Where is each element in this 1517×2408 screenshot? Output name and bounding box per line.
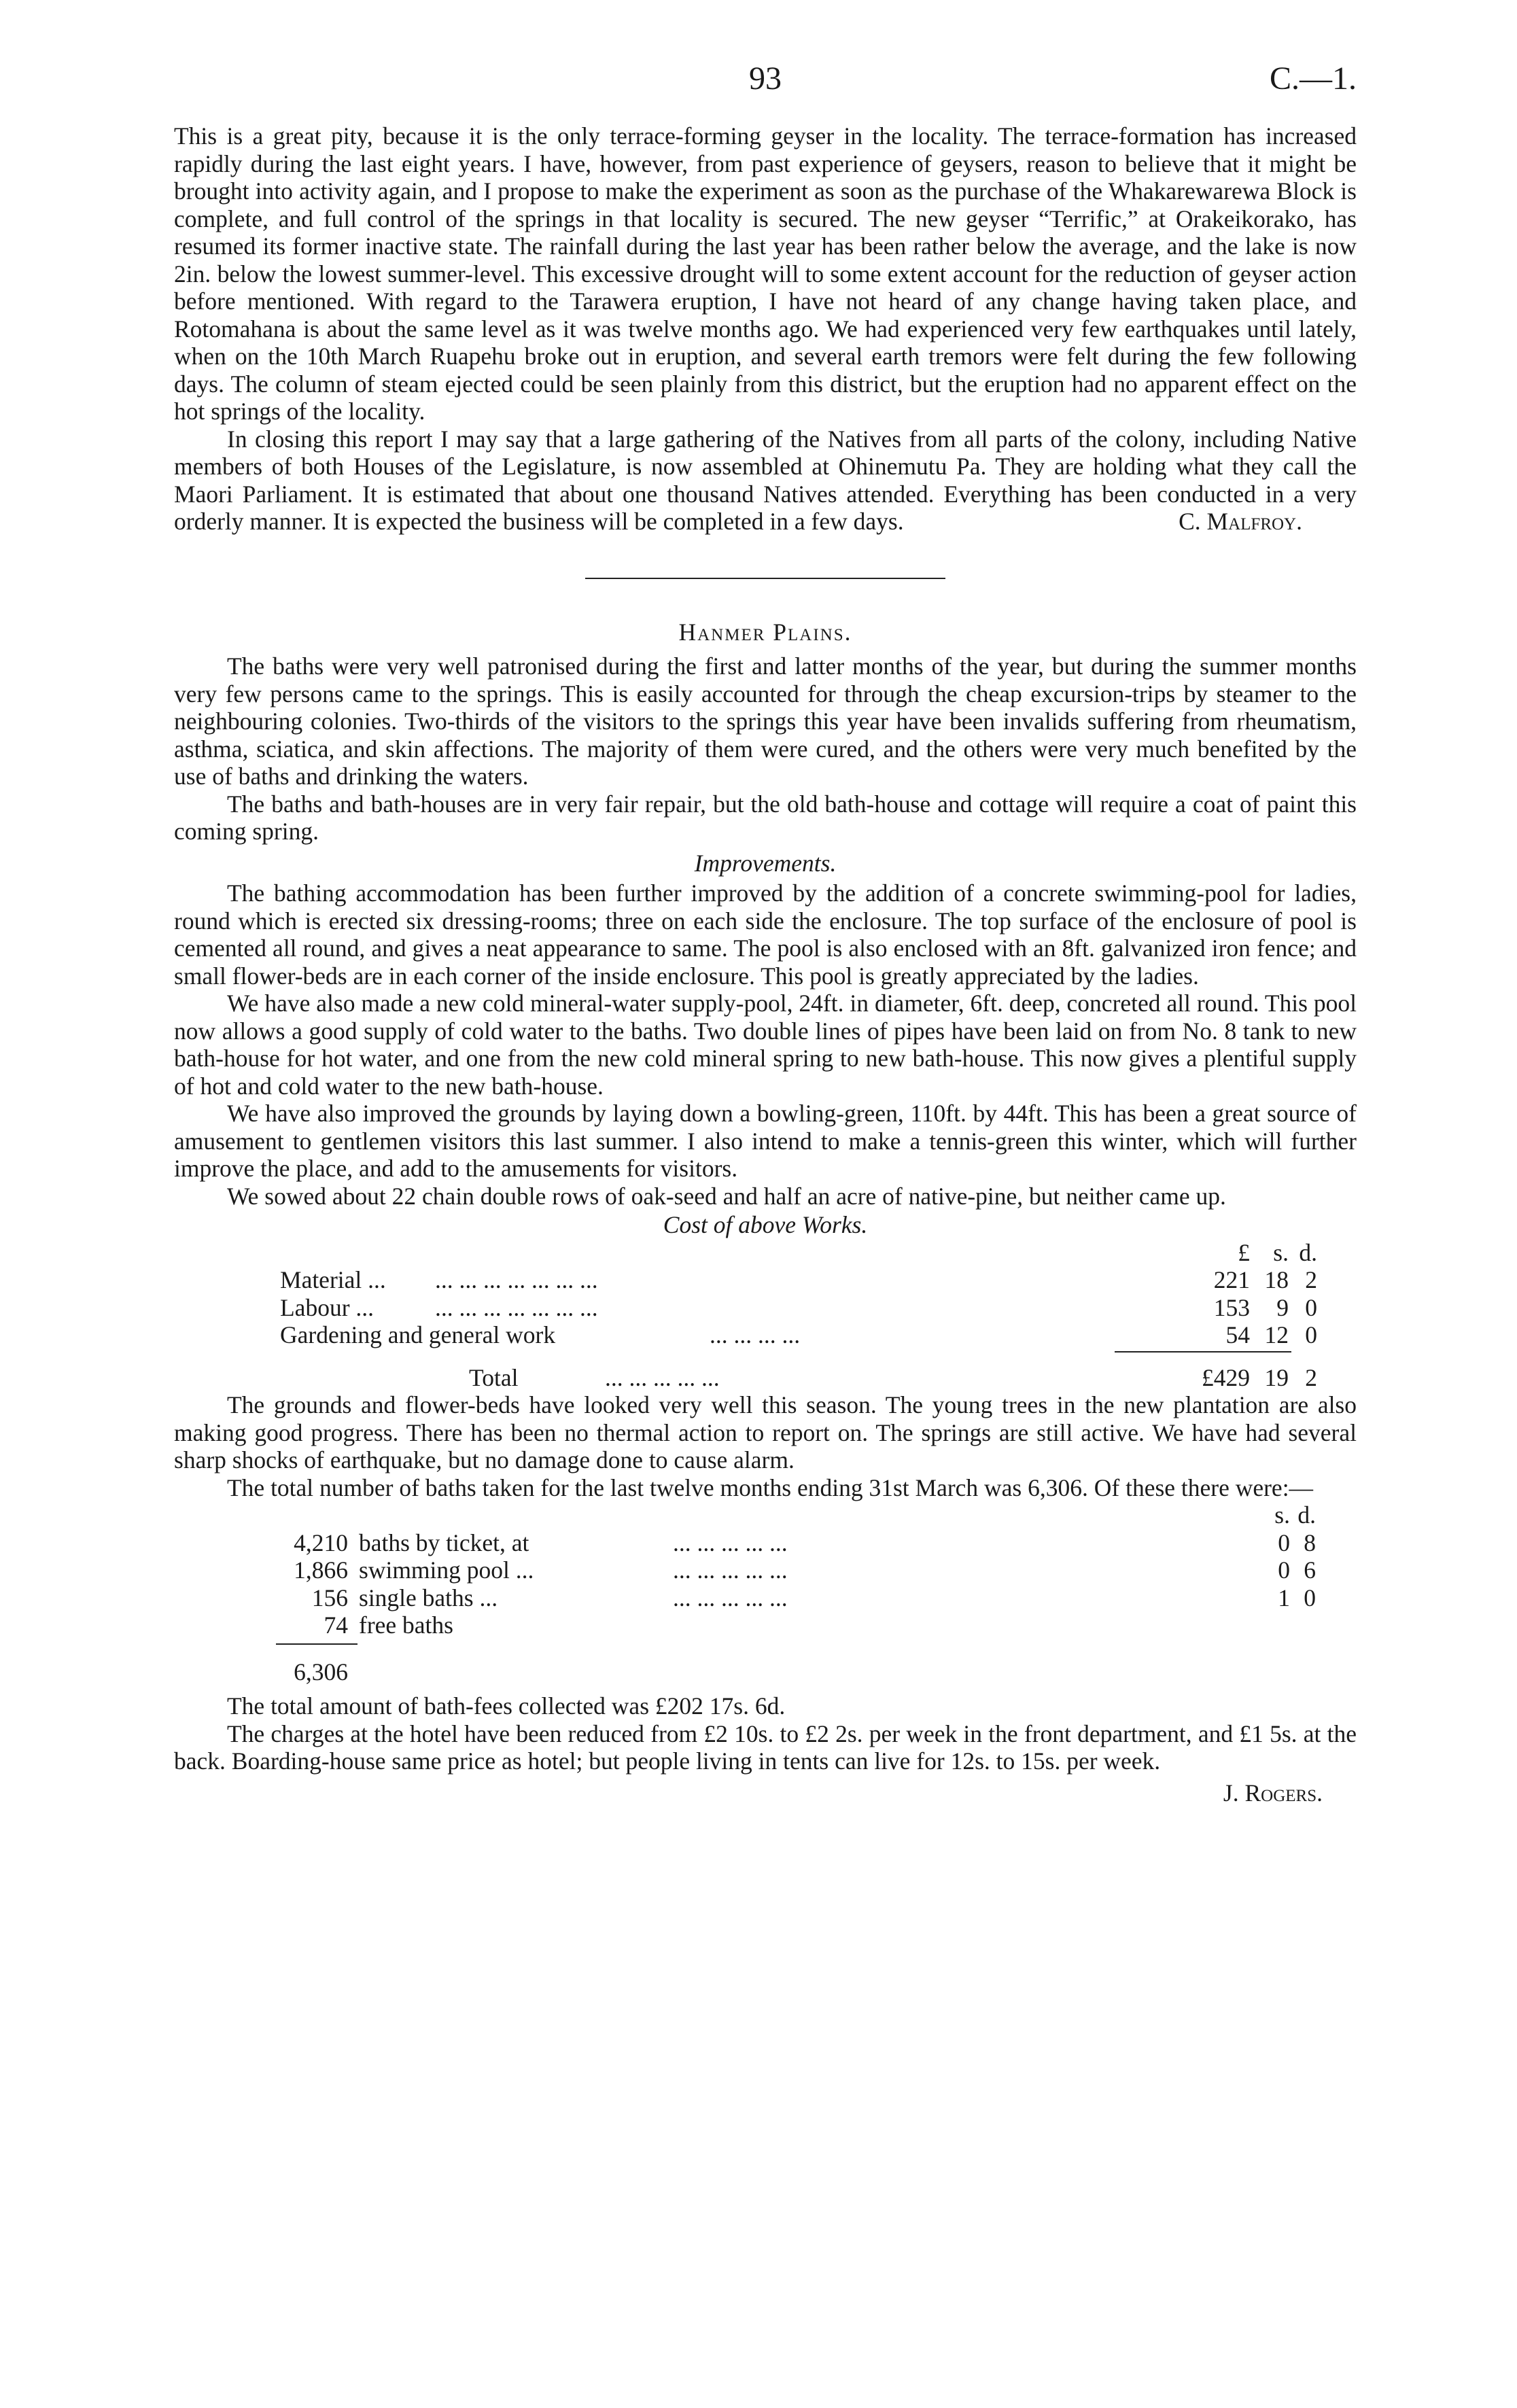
cost-shillings: 12 — [1264, 1321, 1289, 1348]
leader-dots: ... ... ... ... ... — [605, 1363, 720, 1391]
hanmer-paragraph-1: The baths were very well patronised during the first and latter months of the year, but during the summer months very few persons came to the springs. This is easily accounted for through the cheap excursion-trips by steamer to the neighbouring colonies. Two-thirds of the visitors to the springs this year have been invalids suffering from rheumatism, asthma, sciatica, and skin affections. The majority of them were cured, and the others were very much benefited by the use of baths and drinking the waters. — [174, 652, 1357, 790]
improvements-paragraph-4: We sowed about 22 chain double rows of oak-seed and half an acre of native-pine, but neither came up. — [227, 1182, 1226, 1210]
bath-pence: 8 — [1304, 1529, 1316, 1556]
malfroy-signature: C. Malfroy. — [1179, 508, 1302, 535]
cost-table — [174, 1239, 1357, 1392]
baths-total: 6,306 — [294, 1658, 348, 1686]
leader-dots: ... ... ... ... ... — [673, 1556, 788, 1584]
total-pence: 2 — [1305, 1363, 1317, 1391]
improvements-paragraph-3: We have also improved the grounds by laying down a bowling-green, 110ft. by 44ft. This has been a great source of amusement to gentlemen visitors this last summer. I also intend to make a tennis-green this winter, which will further improve the place, and add to the amusements for visitors. — [174, 1100, 1357, 1182]
cost-pounds: 153 — [1213, 1293, 1250, 1321]
improvements-paragraph-1: The bathing accommodation has been further improved by the addition of a concrete swimming-pool for ladies, round which is erected six dressing-rooms; three on each side the enclosure. The top surface of the enclosure of pool is cemented all round, and gives a neat appearance to same. The pool is also enclosed with an 8ft. galvanized iron fence; and small flower-beds are in each corner of the inside enclosure. This pool is greatly appreciated by the ladies. — [174, 879, 1357, 990]
bath-pence: 6 — [1304, 1556, 1316, 1584]
sum-rule — [1115, 1351, 1291, 1353]
cost-shillings: 18 — [1264, 1266, 1289, 1293]
section-title-hanmer-plains: Hanmer Plains. — [678, 618, 852, 646]
malfroy-paragraph-1: This is a great pity, because it is the only terrace-forming geyser in the locality. The terrace-formation has increased rapidly during the last eight years. I have, however, from past experience of geysers, reason to believe that it might be brought into activity again, and I propose to make the experiment as soon as the purchase of the Whakarewarewa Block is complete, and full control of the springs in that locality is secured. The new geyser “Terrific,” at Orakeikorako, has resumed its former inactive state. The rainfall during the last year has been rather below the average, and the lake is now 2in. below the lowest summer-level. This excessive drought will to some extent account for the reduction of geyser action before mentioned. With regard to the Tarawera eruption, I have not heard of any change having taken place, and Rotomahana is about the same level as it was twelve months ago. We had experienced very few earthquakes until lately, when on the 10th March Ruapehu broke out in eruption, and several earth tremors were felt during the few following days. The column of steam ejected could be seen plainly from this district, but the eruption had no apparent effect on the hot springs of the locality. — [174, 122, 1357, 425]
bath-shillings: 0 — [1278, 1556, 1290, 1584]
leader-dots: ... ... ... ... ... — [673, 1584, 788, 1611]
table-row — [174, 1529, 1357, 1557]
cost-label: Material ... — [280, 1266, 386, 1293]
malfroy-paragraph-2: In closing this report I may say that a large gathering of the Natives from all parts of the colony, including Native members of both Houses of the Legislature, is now assembled at Ohinemutu Pa. They are holding what they call the Maori Parliament. It is estimated that about one thousand Natives attended. Everything has been conducted in a very orderly manner. It is expected the business will be completed in a few days. C. Malfroy. — [174, 425, 1357, 535]
cost-pounds: 54 — [1225, 1321, 1250, 1348]
cost-pounds: 221 — [1213, 1266, 1250, 1293]
bath-shillings: 1 — [1278, 1584, 1290, 1611]
after-table-paragraph-1: The grounds and flower-beds have looked very well this season. The young trees in the new plantation are also making good progress. There has been no thermal action to report on. The springs are still active. We have had several sharp shocks of earthquake, but no damage done to cause alarm. — [174, 1391, 1357, 1473]
malfroy-closing — [174, 425, 1357, 536]
baths-total-row — [174, 1658, 1357, 1686]
closing-paragraph-1: The total amount of bath-fees collected was £202 17s. 6d. — [227, 1692, 786, 1720]
table-row — [174, 1584, 1357, 1612]
header-shillings: s. — [1273, 1238, 1289, 1266]
total-shillings: 19 — [1264, 1363, 1289, 1391]
leader-dots: ... ... ... ... ... ... ... — [435, 1293, 598, 1321]
cost-label: Labour ... — [280, 1293, 374, 1321]
cost-pence: 2 — [1305, 1266, 1317, 1293]
table-row — [174, 1321, 1357, 1349]
sum-rule — [276, 1643, 358, 1645]
bath-count: 4,210 — [294, 1529, 348, 1556]
total-pounds: £429 — [1202, 1363, 1250, 1391]
closing-paragraph-2: The charges at the hotel have been reduced from £2 10s. to £2 2s. per week in the front department, and £1 5s. at the back. Boarding-house same price as hotel; but people living in tents can live for 12s. to 15s. per week. — [174, 1720, 1357, 1775]
cost-total-row — [174, 1364, 1357, 1392]
series-reference: C.—1. — [1269, 60, 1357, 97]
leader-dots: ... ... ... ... — [710, 1321, 801, 1348]
cost-table-header — [174, 1239, 1357, 1267]
bath-label: swimming pool ... — [359, 1556, 534, 1584]
bath-shillings: 0 — [1278, 1529, 1290, 1556]
cost-table-title: Cost of above Works. — [663, 1211, 868, 1238]
bath-count: 74 — [324, 1611, 348, 1639]
page-header — [174, 60, 1357, 107]
leader-dots: ... ... ... ... ... — [673, 1529, 788, 1556]
bath-label: single baths ... — [359, 1584, 498, 1611]
after-table-paragraph-2: The total number of baths taken for the last twelve months ending 31st March was 6,306. Of these there were:— — [227, 1473, 1314, 1501]
table-row — [174, 1294, 1357, 1322]
bath-pence: 0 — [1304, 1584, 1316, 1611]
table-row — [174, 1556, 1357, 1584]
cost-pence: 0 — [1305, 1293, 1317, 1321]
table-row — [174, 1611, 1357, 1639]
baths-table-header — [174, 1501, 1357, 1529]
improvements-paragraph-2: We have also made a new cold mineral-water supply-pool, 24ft. in diameter, 6ft. deep, concreted all round. This pool now allows a good supply of cold water to the baths. Two double lines of pipes have been laid on from No. 8 tank to new bath-house for hot water, and one from the new cold mineral spring to new bath-house. This now gives a plentiful supply of hot and cold water to the new bath-house. — [174, 990, 1357, 1100]
bath-label: free baths — [359, 1611, 453, 1639]
bath-label: baths by ticket, at — [359, 1529, 529, 1556]
header-pence: d. — [1299, 1238, 1317, 1266]
leader-dots: ... ... ... ... ... ... ... — [435, 1266, 598, 1293]
cost-shillings: 9 — [1276, 1293, 1289, 1321]
bath-count: 156 — [311, 1584, 348, 1611]
hanmer-paragraph-2: The baths and bath-houses are in very fair repair, but the old bath-house and cottage will require a coat of paint this coming spring. — [174, 790, 1357, 845]
rogers-signature: J. Rogers. — [1223, 1779, 1323, 1807]
improvements-heading: Improvements. — [694, 849, 837, 877]
total-label: Total — [469, 1363, 519, 1391]
page-body — [174, 122, 1357, 1807]
baths-table — [174, 1501, 1357, 1686]
header-pounds: £ — [1238, 1238, 1250, 1266]
cost-label: Gardening and general work — [280, 1321, 556, 1348]
header-shillings: s. — [1274, 1501, 1290, 1529]
section-divider — [585, 578, 945, 579]
header-pence: d. — [1297, 1501, 1316, 1529]
bath-count: 1,866 — [294, 1556, 348, 1584]
page-number: 93 — [749, 60, 782, 97]
table-row — [174, 1266, 1357, 1294]
cost-pence: 0 — [1305, 1321, 1317, 1348]
